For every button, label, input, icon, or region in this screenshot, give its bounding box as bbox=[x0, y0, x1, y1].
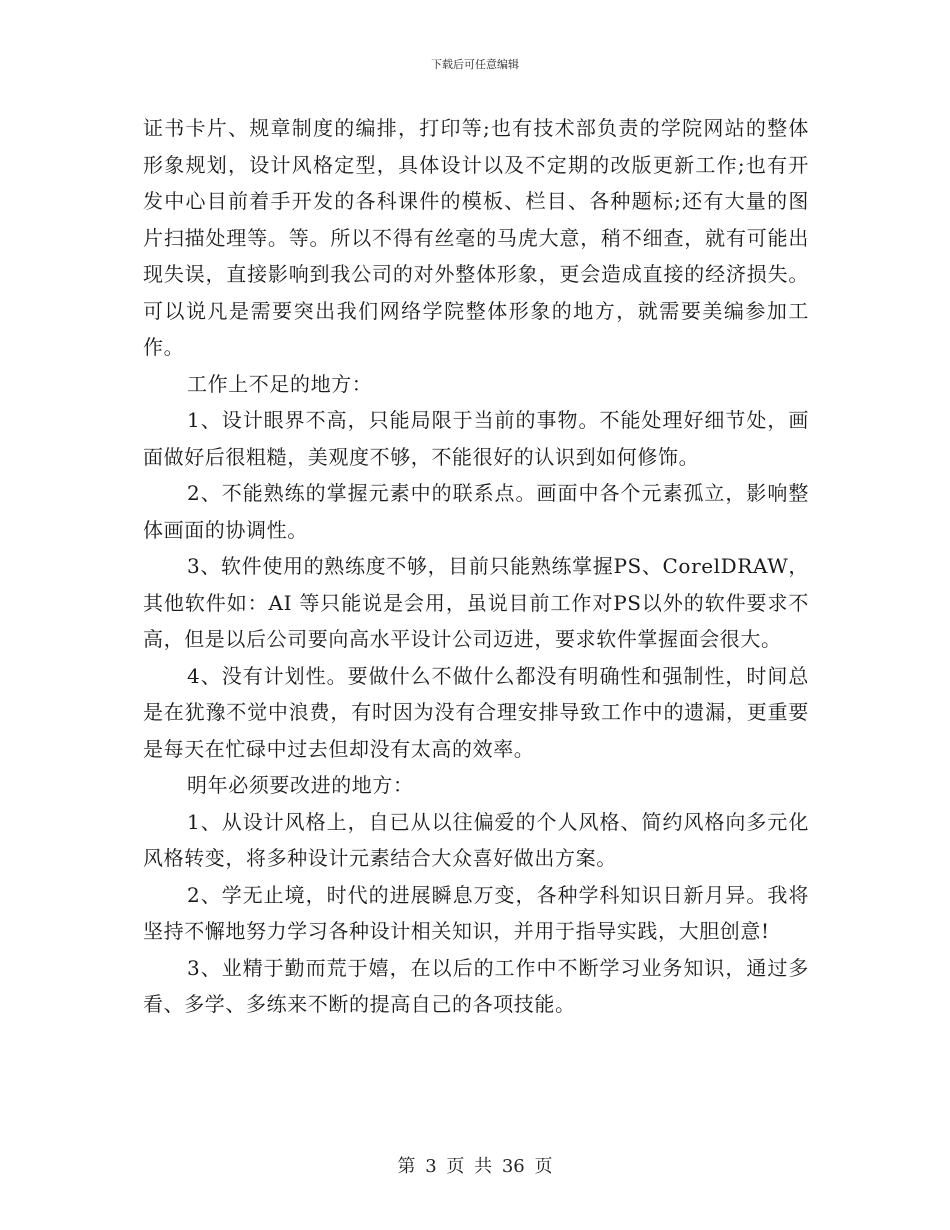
document-body bbox=[143, 110, 809, 1023]
page-number-footer: 第 3 页 共 36 页 bbox=[397, 1156, 553, 1177]
list-item-shortcoming-1: 1、设计眼界不高，只能局限于当前的事物。不能处理好细节处，画面做好后很粗糙，美观度不够，不能很好的认识到如何修饰。 bbox=[143, 408, 809, 469]
list-item-shortcoming-4: 4、没有计划性。要做什么不做什么都没有明确性和强制性，时间总是在犹豫不觉中浪费，有时因为没有合理安排导致工作中的遗漏，更重要是每天在忙碌中过去但却没有太高的效率。 bbox=[143, 663, 809, 761]
page-header: 下载后可任意编辑 bbox=[431, 58, 519, 71]
list-item-improvement-3: 3、业精于勤而荒于嬉，在以后的工作中不断学习业务知识，通过多看、多学、多练来不断的提高自己的各项技能。 bbox=[143, 955, 809, 1016]
paragraph-continuation: 证书卡片、规章制度的编排，打印等;也有技术部负责的学院网站的整体形象规划，设计风格定型，具体设计以及不定期的改版更新工作;也有开发中心目前着手开发的各科课件的模板、栏目、各种题标;还有大量的图片扫描处理等。等。所以不得有丝毫的马虎大意，稍不细查，就有可能出现失误，直接影响到我公司的对外整体形象，更会造成直接的经济损失。可以说凡是需要突出我们网络学院整体形象的地方，就需要美编参加工作。 bbox=[143, 116, 809, 359]
section-heading-shortcomings: 工作上不足的地方： bbox=[187, 371, 373, 396]
section-heading-improvements: 明年必须要改进的地方： bbox=[187, 773, 414, 797]
list-item-improvement-1: 1、从设计风格上，自已从以往偏爱的个人风格、简约风格向多元化风格转变，将多种设计元素结合大众喜好做出方案。 bbox=[143, 809, 809, 870]
list-item-shortcoming-2: 2、不能熟练的掌握元素中的联系点。画面中各个元素孤立，影响整体画面的协调性。 bbox=[143, 481, 809, 542]
list-item-shortcoming-3: 3、软件使用的熟练度不够，目前只能熟练掌握PS、CorelDRAW，其他软件如：AI 等只能说是会用，虽说目前工作对PS以外的软件要求不高，但是以后公司要向高水平设计公司迈进，要求软件掌握面会很大。 bbox=[143, 554, 809, 651]
list-item-improvement-2: 2、学无止境，时代的进展瞬息万变，各种学科知识日新月异。我将坚持不懈地努力学习各种设计相关知识，并用于指导实践，大胆创意! bbox=[143, 882, 809, 943]
